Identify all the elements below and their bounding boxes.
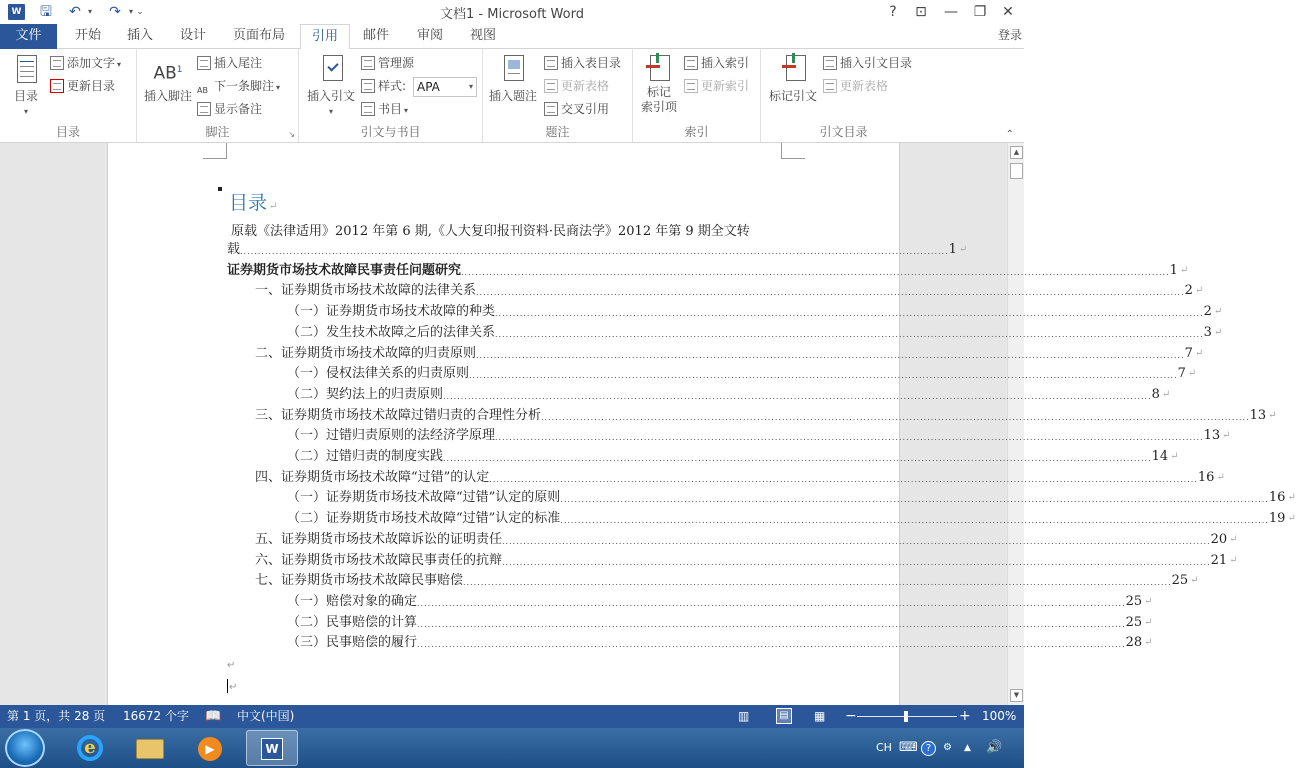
manage-sources-label: 管理源	[378, 56, 415, 70]
toc-entry-page: 16	[1197, 469, 1215, 485]
style-icon	[361, 79, 375, 93]
next-footnote-button[interactable]	[197, 76, 280, 96]
paragraph-mark: ↵	[1216, 471, 1225, 483]
paragraph-mark-bullet	[218, 187, 222, 191]
toc-entry[interactable]	[255, 468, 1225, 488]
toc-entry-text: （二）证券期货市场技术故障“过错”认定的标准	[287, 511, 561, 527]
toc-entry[interactable]	[255, 551, 1238, 571]
proofing-icon[interactable]: 📖	[205, 709, 222, 724]
paragraph-mark: ↵	[269, 201, 278, 212]
toc-entry-text: （一）赔偿对象的确定	[287, 593, 418, 609]
toc-entry-text: （一）证券期货市场技术故障“过错”认定的原则	[287, 490, 561, 506]
toc-entry-page: 28	[1125, 635, 1143, 651]
toc-entry[interactable]	[287, 509, 1296, 529]
citations-group-label: 引文与书目	[360, 125, 421, 139]
insert-table-of-figures-label: 插入表目录	[561, 56, 622, 70]
toc-leader-dots: ........................................................................................................................................................................................................	[443, 454, 1152, 463]
next-footnote-icon: AB	[197, 86, 208, 95]
scroll-thumb[interactable]	[1010, 163, 1023, 179]
toc-button[interactable]	[6, 53, 46, 119]
bibliography-dropdown-icon: ▾	[404, 106, 409, 115]
update-figures-table-button[interactable]	[544, 76, 609, 96]
update-index-button[interactable]	[684, 76, 749, 96]
insert-index-icon	[684, 56, 698, 70]
toc-entry[interactable]	[227, 261, 1189, 281]
toc-leader-dots: ........................................................................................................................................................................................................	[560, 516, 1269, 526]
paragraph-mark: ↵	[1229, 554, 1238, 566]
toc-entry-page: 19	[1268, 511, 1286, 527]
paragraph-mark: ↵	[1144, 616, 1153, 628]
margin-corner-right	[781, 143, 805, 159]
authorities-group	[761, 49, 926, 142]
toc-entry-page: 1	[1169, 262, 1178, 278]
collapse-ribbon-icon[interactable]: ⌃	[1005, 129, 1014, 140]
toc-leader-dots: ........................................................................................................................................................................................................	[417, 619, 1126, 629]
toc-entry-page: 13	[1203, 428, 1221, 444]
bibliography-icon	[361, 102, 375, 116]
show-notes-button[interactable]	[197, 99, 262, 119]
save-icon[interactable]: 🖫	[40, 4, 52, 20]
insert-table-of-figures-button[interactable]	[544, 53, 621, 73]
volume-icon[interactable]: 🔊	[986, 740, 1003, 755]
toc-entry[interactable]	[227, 240, 968, 260]
mark-citation-button[interactable]	[765, 53, 821, 104]
toc-entry-page: 3	[1203, 324, 1212, 340]
ie-icon[interactable]: e	[64, 730, 116, 766]
add-text-label: 添加文字	[67, 56, 116, 70]
toc-group	[0, 49, 137, 142]
customize-qat-icon[interactable]: ⌄	[136, 7, 144, 17]
read-mode-icon[interactable]: ▥	[738, 709, 750, 723]
start-orb-icon[interactable]	[5, 729, 45, 767]
word-icon[interactable]: W	[246, 730, 298, 766]
toc-entry-page: 7	[1184, 345, 1193, 361]
tab-home[interactable]: 开始	[74, 28, 101, 43]
toc-entry-page: 21	[1210, 552, 1228, 568]
mark-citation-label: 标记引文	[768, 89, 817, 103]
toc-entry-text: 一、证券期货市场技术故障的法律关系	[255, 283, 477, 299]
toc-group-label: 目录	[55, 125, 80, 139]
mark-citation-icon	[778, 53, 808, 87]
paragraph-mark: ↵	[1213, 326, 1223, 338]
paragraph-mark: ↵	[1190, 575, 1199, 587]
ime-indicator[interactable]: CH	[876, 741, 892, 754]
insert-citation-label: 插入引文	[306, 89, 355, 103]
paragraph-mark: ↵	[1222, 430, 1231, 442]
toc-entry[interactable]	[287, 323, 1223, 343]
insert-authorities-label: 插入引文目录	[840, 56, 913, 70]
toc-entry-text: 七、证券期货市场技术故障民事赔偿	[255, 573, 464, 589]
table-of-figures-icon	[544, 56, 558, 70]
toc-entry-text: （一）证券期货市场技术故障的种类	[287, 304, 496, 320]
sign-in-link[interactable]: 登录	[997, 28, 1022, 42]
update-toc-label: 更新目录	[67, 79, 116, 93]
window-title: 文档1 - Microsoft Word	[440, 7, 584, 22]
toc-entry-text: （二）契约法上的归责原则	[287, 386, 444, 402]
cross-reference-label: 交叉引用	[561, 102, 610, 116]
toc-entry-text: 六、证券期货市场技术故障民事责任的抗辩	[255, 552, 503, 568]
toc-leader-dots: ........................................................................................................................................................................................................	[502, 557, 1211, 567]
paragraph-mark: ↵	[1144, 637, 1153, 649]
language-indicator[interactable]: 中文(中国)	[237, 709, 295, 723]
paragraph-mark: ↵	[1268, 409, 1277, 421]
toc-leader-dots: ........................................................................................................................................................................................................	[417, 640, 1126, 650]
style-label-group	[361, 76, 406, 96]
toc-leader-dots: ........................................................................................................................................................................................................	[240, 247, 949, 256]
citation-style-value: APA	[417, 80, 440, 94]
scroll-up-icon[interactable]: ▲	[1010, 146, 1023, 159]
show-notes-label: 显示备注	[214, 102, 263, 116]
status-bar	[0, 705, 1024, 728]
toc-leader-dots: ........................................................................................................................................................................................................	[417, 598, 1126, 608]
toc-entry-page: 1	[948, 242, 957, 257]
endnote-icon	[197, 56, 211, 70]
toc-entry-page: 20	[1210, 531, 1228, 547]
tab-mailings[interactable]: 邮件	[362, 28, 389, 43]
zoom-slider-thumb[interactable]	[904, 711, 908, 722]
zoom-level[interactable]: 100%	[982, 709, 1017, 723]
toc-entry[interactable]	[287, 302, 1223, 322]
text-cursor	[227, 679, 228, 693]
page-count[interactable]: 第 1 页，共 28 页	[7, 709, 106, 723]
add-text-icon	[50, 56, 64, 70]
paragraph-mark: ↵	[1194, 347, 1204, 359]
toc-entry[interactable]	[255, 344, 1204, 364]
bibliography-button[interactable]	[361, 99, 408, 119]
media-player-icon[interactable]: ▶	[184, 730, 236, 766]
insert-citation-button[interactable]	[303, 53, 359, 119]
close-button[interactable]: ✕	[1002, 4, 1014, 20]
toc-leader-dots: ........................................................................................................................................................................................................	[469, 371, 1178, 381]
tab-references[interactable]: 引用	[300, 24, 350, 50]
citation-style-select[interactable]	[413, 77, 477, 97]
scroll-down-icon[interactable]: ▼	[1010, 689, 1023, 702]
paragraph-mark: ↵	[1287, 513, 1296, 525]
captions-group	[483, 49, 633, 142]
insert-footnote-button[interactable]	[141, 53, 195, 104]
tab-design[interactable]: 设计	[179, 28, 206, 43]
paragraph-mark: ↵	[958, 244, 968, 255]
toc-leader-dots: ........................................................................................................................................................................................................	[443, 391, 1152, 401]
update-table-icon	[544, 79, 558, 93]
toc-entry[interactable]	[287, 488, 1296, 508]
paragraph-mark: ↵	[1170, 451, 1179, 462]
footnotes-group	[137, 49, 299, 142]
ribbon	[0, 49, 1024, 143]
redo-icon[interactable]: ↷	[109, 4, 121, 20]
chevron-down-icon: ▾	[468, 82, 473, 91]
bibliography-label: 书目	[378, 102, 403, 116]
toc-icon	[11, 53, 41, 87]
toc-entry[interactable]	[287, 613, 1153, 633]
update-toc-icon	[50, 79, 64, 93]
toc-entry[interactable]	[287, 426, 1231, 446]
ribbon-tab-bar	[0, 24, 1024, 49]
title-bar	[0, 0, 1024, 24]
redo-dropdown-icon[interactable]: ▾	[128, 7, 133, 16]
toc-entry-text: 证券期货市场技术故障民事责任问题研究	[227, 262, 462, 278]
toc-entry-page: 7	[1177, 366, 1186, 382]
toc-leader-dots: ........................................................................................................................................................................................................	[541, 412, 1250, 422]
toc-entry[interactable]	[287, 447, 1179, 467]
tab-view[interactable]: 视图	[469, 28, 496, 43]
windows-taskbar	[0, 728, 1024, 768]
toc-entry-text: （二）过错归责的制度实践	[287, 449, 444, 464]
help-tray-icon[interactable]: ?	[921, 728, 936, 768]
toc-entry-text: 三、证券期货市场技术故障过错归责的合理性分析	[255, 407, 542, 423]
margin-corner-left	[203, 143, 227, 159]
toc-entry-text: 载	[227, 242, 241, 257]
paragraph-mark: ↵	[1161, 388, 1171, 400]
toc-leader-dots: ........................................................................................................................................................................................................	[560, 495, 1269, 505]
index-group	[633, 49, 761, 142]
insert-caption-icon	[498, 53, 528, 87]
manage-sources-icon	[361, 56, 375, 70]
mark-entry-icon	[644, 53, 674, 83]
toc-entry-text: 四、证券期货市场技术故障“过错”的认定	[255, 469, 490, 485]
toc-entry-text: （三）民事赔偿的履行	[287, 635, 418, 651]
toc-leader-dots: ........................................................................................................................................................................................................	[495, 309, 1204, 319]
toc-entry[interactable]	[287, 385, 1171, 405]
toc-entry[interactable]	[255, 530, 1238, 550]
toc-intro-line[interactable]: 原载《法律适用》2012 年第 6 期,《人大复印报刊资料·民商法学》2012 年第 9 期全文转	[231, 224, 750, 239]
ime-options-icon[interactable]: ⚙	[943, 742, 952, 753]
next-footnote-label: 下一条脚注	[214, 79, 275, 93]
empty-paragraph-mark: ↵	[227, 660, 236, 671]
update-figures-table-label: 更新表格	[561, 79, 610, 93]
add-text-dropdown-icon: ▾	[117, 60, 122, 69]
tab-review[interactable]: 审阅	[416, 28, 443, 43]
show-hidden-icons-icon[interactable]: ▲	[964, 743, 971, 753]
toc-entry-page: 25	[1125, 593, 1143, 609]
paragraph-mark: ↵	[1194, 285, 1204, 297]
help-button[interactable]: ?	[889, 4, 897, 20]
insert-authorities-button[interactable]	[823, 53, 912, 73]
footnote-icon: $AB^1$	[153, 63, 183, 84]
paragraph-mark: ↵	[1187, 368, 1197, 380]
toc-entry-page: 14	[1151, 449, 1169, 464]
toc-entry-text: （二）民事赔偿的计算	[287, 614, 418, 630]
add-text-button[interactable]	[50, 53, 121, 73]
insert-footnote-label: 插入脚注	[143, 89, 192, 103]
web-layout-icon[interactable]: ▦	[814, 709, 826, 723]
toc-leader-dots: ........................................................................................................................................................................................................	[476, 350, 1185, 360]
zoom-out-button[interactable]: −	[845, 708, 857, 724]
word-count[interactable]: 16672 个字	[123, 709, 189, 723]
captions-group-label: 题注	[545, 125, 570, 139]
update-authorities-icon	[823, 79, 837, 93]
toc-entry-text: （一）侵权法律关系的归责原则	[287, 366, 470, 382]
paragraph-mark: ↵	[1213, 306, 1223, 318]
toc-entry-page: 16	[1268, 490, 1286, 506]
tab-layout[interactable]: 页面布局	[232, 28, 285, 43]
toc-leader-dots: ........................................................................................................................................................................................................	[461, 267, 1170, 277]
footnote-dialog-launcher-icon[interactable]: ↘	[288, 130, 295, 139]
footnotes-group-label: 脚注	[205, 125, 230, 139]
show-notes-icon	[197, 102, 211, 116]
word-app-icon[interactable]: W	[8, 4, 25, 20]
toc-dropdown-icon: ▾	[23, 107, 28, 116]
toc-entry-page: 25	[1125, 614, 1143, 630]
insert-citation-dropdown-icon: ▾	[328, 107, 333, 116]
update-authorities-label: 更新表格	[840, 79, 889, 93]
index-group-label: 索引	[684, 125, 709, 139]
update-index-label: 更新索引	[701, 79, 750, 93]
toc-entry[interactable]	[255, 281, 1204, 301]
ribbon-display-options-button[interactable]: ⊡	[915, 4, 927, 20]
restore-button[interactable]: ❐	[973, 4, 987, 20]
toc-entry[interactable]	[255, 571, 1199, 591]
undo-dropdown-icon[interactable]: ▾	[87, 7, 92, 16]
update-toc-button[interactable]	[50, 76, 115, 96]
toc-entry-page: 8	[1151, 386, 1160, 402]
authorities-group-label: 引文目录	[819, 125, 868, 139]
tab-insert[interactable]: 插入	[126, 28, 153, 43]
print-layout-icon[interactable]: ▤	[776, 708, 792, 724]
toc-heading[interactable]: 目录 ↵	[229, 192, 278, 214]
toc-entry-page: 2	[1203, 304, 1212, 320]
cursor-paragraph-mark: ↵	[229, 682, 238, 693]
style-label: 样式:	[378, 79, 407, 93]
cross-reference-button[interactable]	[544, 99, 609, 119]
toc-leader-dots: ........................................................................................................................................................................................................	[495, 329, 1204, 339]
toc-entry[interactable]	[287, 592, 1153, 612]
toc-entry-text: 二、证券期货市场技术故障的归责原则	[255, 345, 477, 361]
insert-citation-icon	[316, 53, 346, 87]
minimize-button[interactable]: —	[944, 4, 958, 20]
paragraph-mark: ↵	[1144, 595, 1153, 607]
paragraph-mark: ↵	[1179, 264, 1189, 276]
toc-leader-dots: ........................................................................................................................................................................................................	[495, 433, 1204, 443]
toc-leader-dots: ........................................................................................................................................................................................................	[463, 578, 1172, 588]
insert-index-label: 插入索引	[701, 56, 750, 70]
toc-label: 目录	[13, 89, 38, 103]
toc-entry-text: （一）过错归责原则的法经济学原理	[287, 428, 496, 444]
toc-leader-dots: ........................................................................................................................................................................................................	[502, 536, 1211, 546]
explorer-icon[interactable]	[124, 730, 176, 766]
toc-leader-dots: ........................................................................................................................................................................................................	[476, 288, 1185, 298]
toc-entry-page: 2	[1184, 283, 1193, 299]
keyboard-icon[interactable]: ⌨	[899, 740, 918, 755]
toc-entry-page: 13	[1249, 407, 1267, 423]
insert-index-button[interactable]	[684, 53, 749, 73]
toc-entry[interactable]	[287, 364, 1197, 384]
toc-entry-text: （二）发生技术故障之后的法律关系	[287, 324, 496, 340]
paragraph-mark: ↵	[1287, 492, 1296, 504]
toc-entry-page: 25	[1171, 573, 1189, 589]
insert-authorities-icon	[823, 56, 837, 70]
toc-entry[interactable]	[255, 406, 1277, 426]
paragraph-mark: ↵	[1229, 533, 1238, 545]
next-footnote-dropdown-icon: ▾	[276, 83, 281, 92]
document-workspace	[0, 143, 1296, 705]
insert-caption-button[interactable]	[487, 53, 539, 104]
insert-endnote-button[interactable]	[197, 53, 262, 73]
mark-entry-button[interactable]	[637, 53, 681, 115]
undo-icon[interactable]: ↶	[69, 4, 81, 20]
toc-entry-text: 五、证券期货市场技术故障诉讼的证明责任	[255, 531, 503, 547]
mark-entry-label: 标记 索引项	[640, 85, 677, 114]
toc-entry[interactable]	[287, 633, 1153, 653]
manage-sources-button[interactable]	[361, 53, 414, 73]
insert-caption-label: 插入题注	[488, 89, 537, 103]
tab-file[interactable]: 文件	[0, 24, 57, 49]
cross-reference-icon	[544, 102, 558, 116]
toc-leader-dots: ........................................................................................................................................................................................................	[489, 474, 1198, 484]
insert-endnote-label: 插入尾注	[214, 56, 263, 70]
update-authorities-button[interactable]	[823, 76, 888, 96]
zoom-in-button[interactable]: +	[959, 708, 971, 724]
update-index-icon	[684, 79, 698, 93]
